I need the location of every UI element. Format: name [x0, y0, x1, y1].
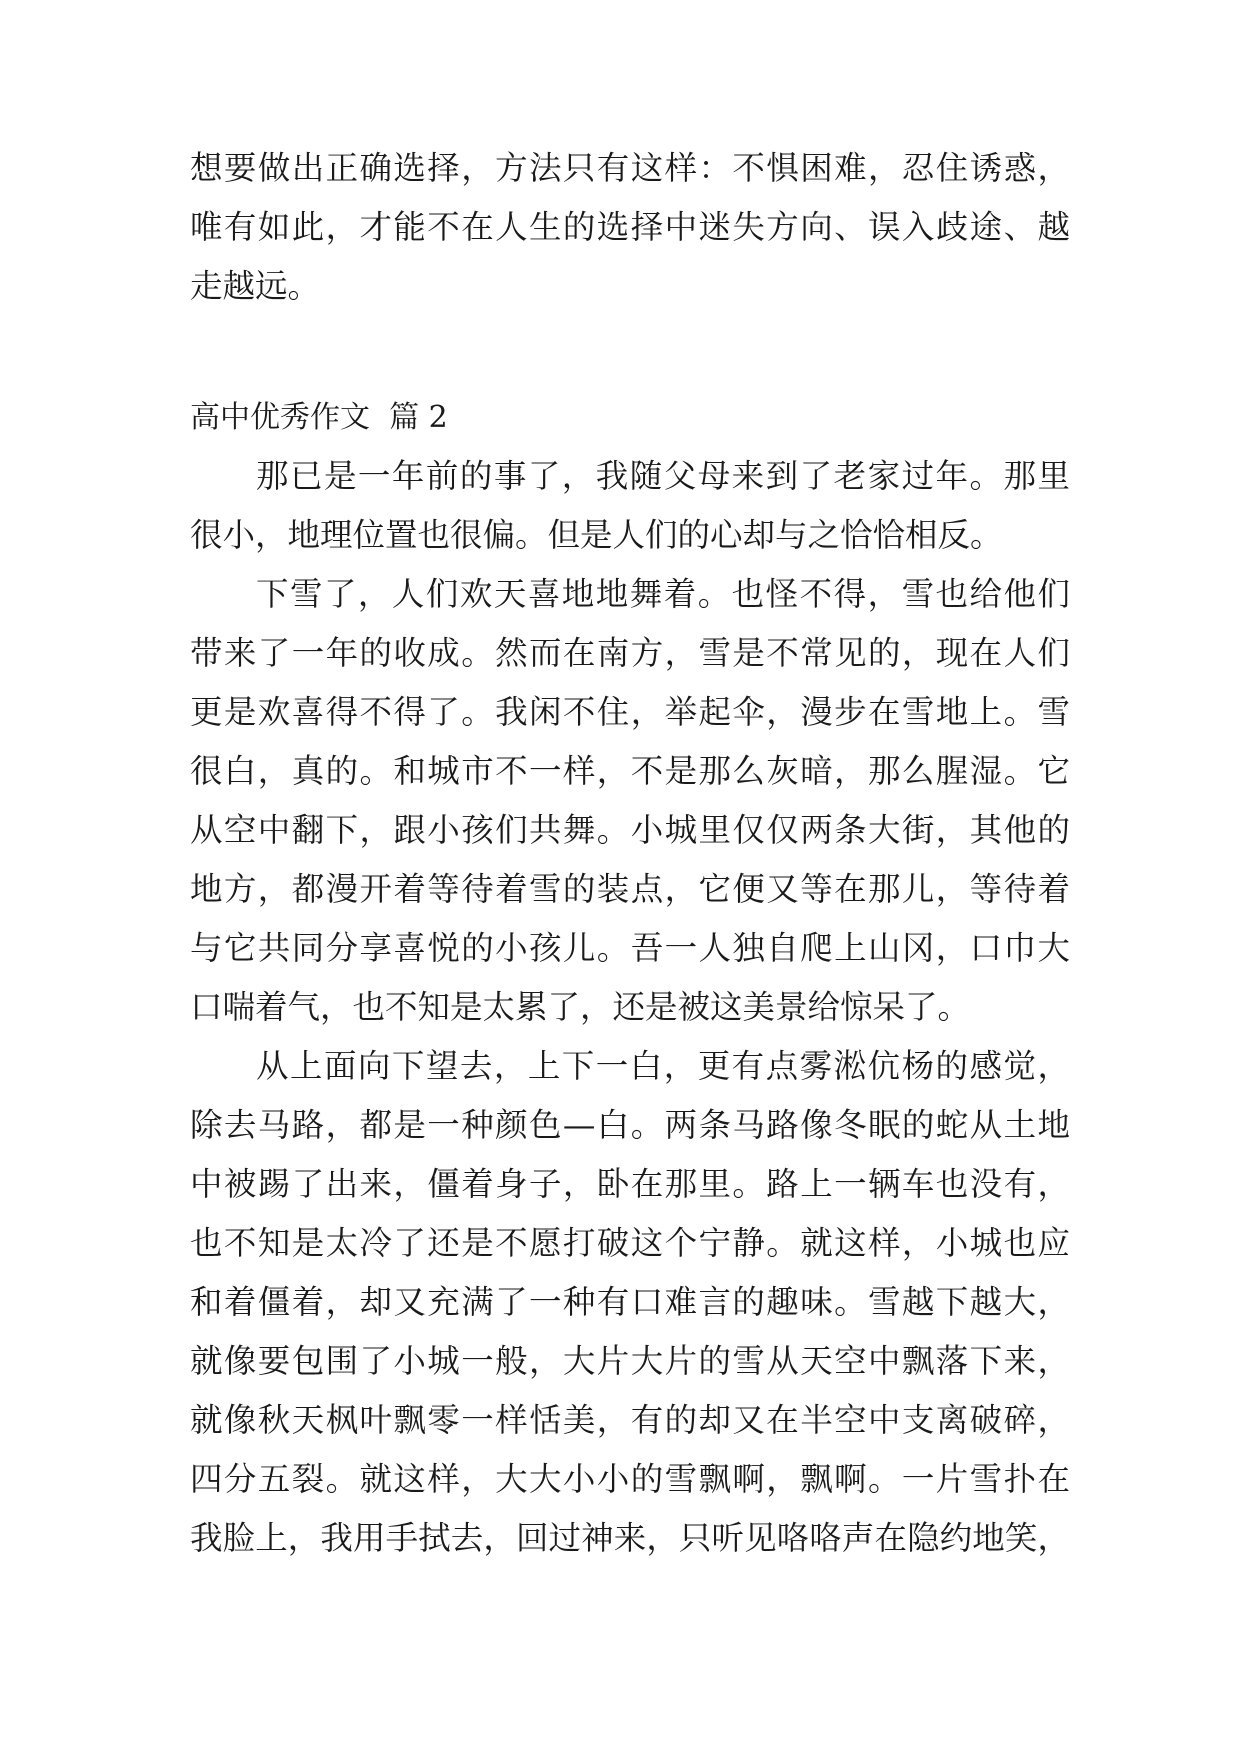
paragraph-2	[190, 565, 1070, 1037]
section-heading: 高中优秀作文 篇 2	[190, 400, 448, 435]
intro-line: 想要做出正确选择，方法只有这样：不惧困难，忍住诱惑，	[190, 149, 1070, 187]
intro-line: 唯有如此，才能不在人生的选择中迷失方向、误入歧途、越	[190, 208, 1070, 246]
paragraph-line: 很小，地理位置也很偏。但是人们的心却与之恰恰相反。	[190, 516, 1003, 554]
paragraph-1	[190, 447, 1070, 565]
paragraph-line: 就像要包围了小城一般，大片大片的雪从天空中飘落下来，	[190, 1342, 1070, 1380]
paragraph-line: 四分五裂。就这样，大大小小的雪飘啊，飘啊。一片雪扑在	[190, 1460, 1070, 1498]
paragraph-3	[190, 1037, 1070, 1568]
paragraph-line: 带来了一年的收成。然而在南方，雪是不常见的，现在人们	[190, 634, 1070, 672]
paragraph-line: 地方，都漫开着等待着雪的装点，它便又等在那儿，等待着	[190, 870, 1070, 908]
paragraph-line: 从上面向下望去，上下一白，更有点雾淞伉杨的感觉，	[256, 1047, 1070, 1085]
paragraph-line: 我脸上，我用手拭去，回过神来，只听见咯咯声在隐约地笑，	[190, 1519, 1070, 1557]
paragraph-line: 中被踢了出来，僵着身子，卧在那里。路上一辆车也没有，	[190, 1165, 1070, 1203]
paragraph-line: 很白，真的。和城市不一样，不是那么灰暗，那么腥湿。它	[190, 752, 1070, 790]
paragraph-line: 下雪了，人们欢天喜地地舞着。也怪不得，雪也给他们	[256, 575, 1070, 613]
paragraph-line: 从空中翻下，跟小孩们共舞。小城里仅仅两条大街，其他的	[190, 811, 1070, 849]
intro-line: 走越远。	[190, 267, 321, 305]
paragraph-line: 也不知是太冷了还是不愿打破这个宁静。就这样，小城也应	[190, 1224, 1070, 1262]
paragraph-line: 除去马路，都是一种颜色—白。两条马路像冬眠的蛇从土地	[190, 1106, 1070, 1144]
paragraph-line: 口喘着气，也不知是太累了，还是被这美景给惊呆了。	[190, 988, 971, 1026]
paragraph-line: 那已是一年前的事了，我随父母来到了老家过年。那里	[256, 457, 1070, 495]
paragraph-line: 就像秋天枫叶飘零一样恬美，有的却又在半空中支离破碎，	[190, 1401, 1070, 1439]
intro-paragraph	[190, 139, 1070, 316]
paragraph-line: 与它共同分享喜悦的小孩儿。吾一人独自爬上山冈，口巾大	[190, 929, 1070, 967]
paragraph-line: 和着僵着，却又充满了一种有口难言的趣味。雪越下越大，	[190, 1283, 1070, 1321]
paragraph-line: 更是欢喜得不得了。我闲不住，举起伞，漫步在雪地上。雪	[190, 693, 1070, 731]
